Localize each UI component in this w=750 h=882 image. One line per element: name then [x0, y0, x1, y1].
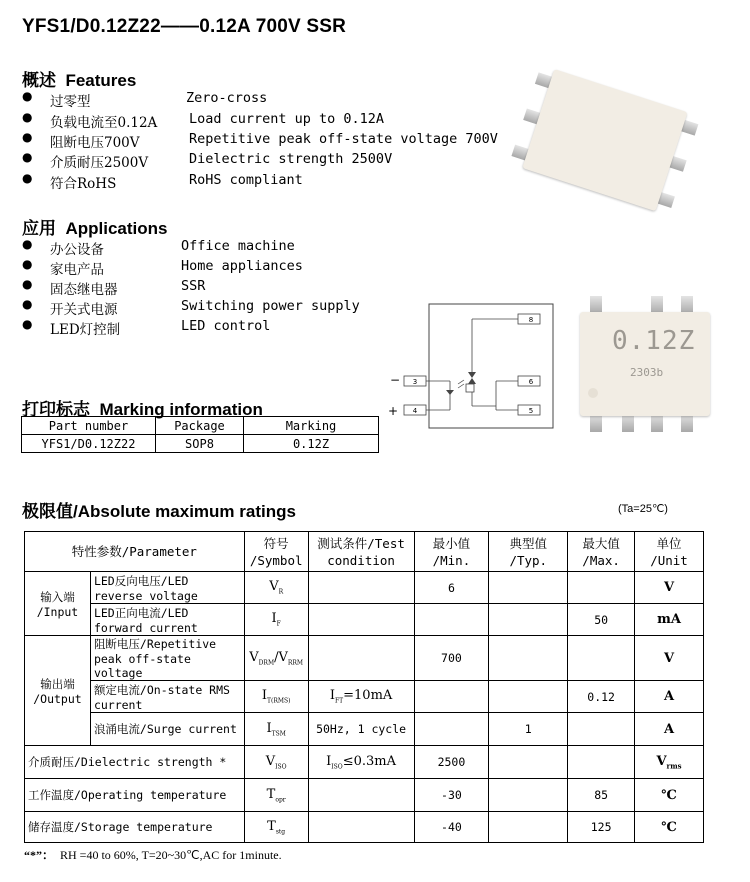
table-cell: 0.12Z [244, 435, 379, 453]
header-min: 最小值 /Min. [414, 532, 489, 572]
features-heading [22, 66, 136, 91]
condition-cell: 50Hz, 1 cycle [308, 713, 414, 746]
min-cell: 700 [414, 636, 489, 681]
footnote [24, 846, 282, 863]
marking-heading-zh: 打印标志 [22, 400, 90, 419]
param-cell: LED正向电流/LED forward current [90, 604, 244, 636]
table-cell: YFS1/D0.12Z22 [22, 435, 156, 453]
typ-cell [489, 636, 568, 681]
condition-cell [308, 604, 414, 636]
condition-cell: $I_{FT}=10mA$ [308, 681, 414, 713]
condition-cell [308, 812, 414, 843]
pin-4-label: 4 [412, 407, 418, 415]
marking-heading-en: Marking information [99, 400, 263, 419]
symbol-cell: $T_{stg}$ [244, 812, 308, 843]
table-row [25, 746, 704, 779]
table-row [25, 532, 704, 572]
unit-cell: ℃ [635, 779, 704, 812]
min-cell [414, 713, 489, 746]
typ-cell [489, 812, 568, 843]
condition-cell [308, 636, 414, 681]
unit-cell: A [635, 713, 704, 746]
circuit-diagram [384, 296, 574, 436]
param-cell: 工作温度/Operating temperature [25, 779, 245, 812]
param-cell: 阻断电压/Repetitive peak off-state voltage [90, 636, 244, 681]
max-cell: 0.12 [568, 681, 635, 713]
table-row [22, 417, 379, 435]
param-cell: 额定电流/On-state RMS current [90, 681, 244, 713]
table-row [25, 572, 704, 604]
header-typ: 典型值 /Typ. [489, 532, 568, 572]
table-row [25, 604, 704, 636]
symbol-cell: $V_{ISO}$ [244, 746, 308, 779]
min-cell: -30 [414, 779, 489, 812]
pin-5-label: 5 [528, 407, 534, 415]
param-cell: 浪涌电流/Surge current [90, 713, 244, 746]
min-cell: -40 [414, 812, 489, 843]
typ-cell [489, 572, 568, 604]
package-outline [429, 304, 553, 428]
max-cell: 50 [568, 604, 635, 636]
symbol-cell: $T_{opr}$ [244, 779, 308, 812]
max-cell [568, 746, 635, 779]
footnote-mark: “*”： [24, 848, 55, 862]
plus-sign: + [388, 404, 399, 418]
table-cell: SOP8 [156, 435, 244, 453]
condition-cell: $I_{ISO}\le 0.3mA$ [308, 746, 414, 779]
typ-cell: 1 [489, 713, 568, 746]
group-output: 输出端 /Output [25, 636, 91, 746]
table-row [25, 636, 704, 681]
param-cell: 介质耐压/Dielectric strength * [25, 746, 245, 779]
applications-heading-en: Applications [65, 219, 168, 238]
unit-cell: A [635, 681, 704, 713]
footnote-text: RH =40 to 60%, T=20~30℃,AC for 1minute. [60, 848, 282, 862]
header-max: 最大值 /Max. [568, 532, 635, 572]
chip-marking-line1: 0.12Z [612, 326, 696, 356]
page-title: YFS1/D0.12Z22——0.12A 700V SSR [22, 16, 347, 37]
header-unit: 单位 /Unit [635, 532, 704, 572]
applications-heading [22, 214, 167, 239]
unit-cell: $V_{rms}$ [635, 746, 704, 779]
amr-heading [22, 497, 296, 522]
typ-cell [489, 746, 568, 779]
header-symbol: 符号 /Symbol [244, 532, 308, 572]
symbol-cell: $I_{TSM}$ [244, 713, 308, 746]
header-parameter: 特性参数/Parameter [25, 532, 245, 572]
header-test-condition: 测试条件/Test condition [308, 532, 414, 572]
condition-cell [308, 779, 414, 812]
amr-table [24, 531, 704, 843]
minus-sign: − [390, 373, 401, 387]
min-cell: 6 [414, 572, 489, 604]
min-cell [414, 604, 489, 636]
table-row [25, 812, 704, 843]
param-cell: LED反向电压/LED reverse voltage [90, 572, 244, 604]
condition-cell [308, 572, 414, 604]
typ-cell [489, 681, 568, 713]
pin-6-label: 6 [528, 378, 534, 386]
unit-cell: ℃ [635, 812, 704, 843]
table-row [25, 681, 704, 713]
min-cell [414, 681, 489, 713]
led-icon [446, 390, 454, 395]
param-cell: 储存温度/Storage temperature [25, 812, 245, 843]
features-heading-en: Features [65, 71, 137, 90]
features-heading-zh: 概述 [22, 71, 56, 90]
group-input: 输入端 /Input [25, 572, 91, 636]
pin-8-label: 8 [528, 316, 534, 324]
table-header: Package [156, 417, 244, 435]
unit-cell: mA [635, 604, 704, 636]
pin-3-label: 3 [412, 378, 418, 386]
unit-cell: V [635, 636, 704, 681]
symbol-cell: $V_{DRM}/V_{RRM}$ [244, 636, 308, 681]
symbol-cell: $I_{T(RMS)}$ [244, 681, 308, 713]
table-header: Part number [22, 417, 156, 435]
chip-marking-line2: 2303b [630, 366, 664, 379]
symbol-cell: $I_F$ [244, 604, 308, 636]
triac-icon [468, 372, 476, 378]
table-row [25, 779, 704, 812]
max-cell: 85 [568, 779, 635, 812]
marking-table [21, 416, 379, 453]
table-row [22, 435, 379, 453]
amr-heading-en: /Absolute maximum ratings [73, 502, 296, 521]
chip-photo-marked [580, 294, 715, 439]
amr-heading-zh: 极限值 [22, 502, 73, 521]
max-cell: 125 [568, 812, 635, 843]
max-cell [568, 572, 635, 604]
typ-cell [489, 779, 568, 812]
applications-heading-zh: 应用 [22, 219, 56, 238]
table-header: Marking [244, 417, 379, 435]
typ-cell [489, 604, 568, 636]
table-row [25, 713, 704, 746]
max-cell [568, 713, 635, 746]
max-cell [568, 636, 635, 681]
chip-photo-angled [520, 68, 700, 228]
min-cell: 2500 [414, 746, 489, 779]
symbol-cell: $V_R$ [244, 572, 308, 604]
unit-cell: V [635, 572, 704, 604]
amr-condition: (Ta=25℃) [618, 503, 668, 515]
